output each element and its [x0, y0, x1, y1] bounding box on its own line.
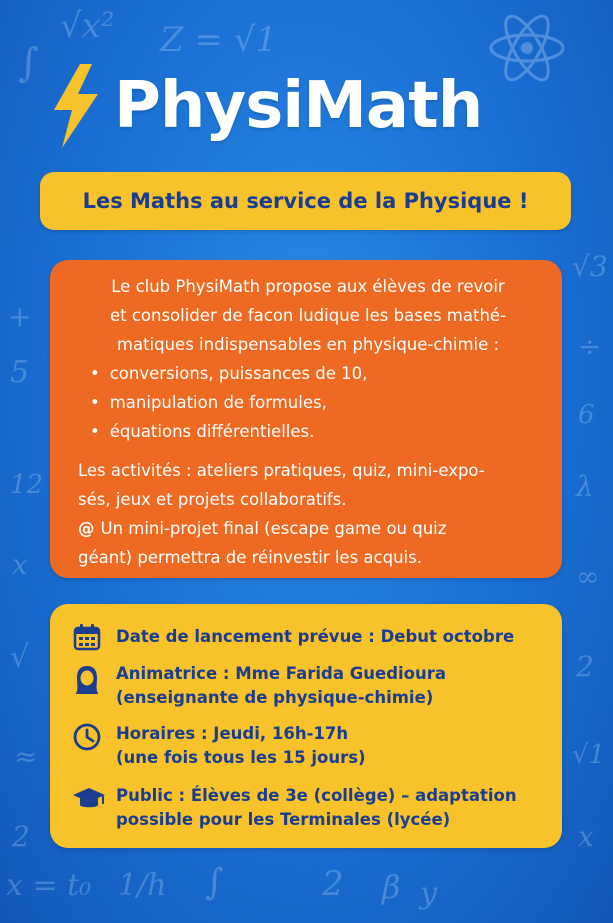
intro-line: matiques indispensables en physique-chimie :	[116, 335, 500, 354]
clock-icon	[72, 722, 102, 752]
bg-glyph: 2	[576, 650, 594, 683]
audience-extra: possible pour les Terminales (lycée)	[116, 810, 451, 829]
project-paragraph	[78, 514, 538, 572]
bg-glyph: β	[382, 868, 401, 906]
intro-line: Le club PhysiMath propose aux élèves de revoir	[111, 277, 505, 296]
header	[50, 58, 570, 154]
bg-glyph: ÷	[578, 330, 602, 363]
bg-glyph: √x²	[60, 6, 115, 46]
bg-glyph: ∞	[576, 560, 600, 593]
bg-glyph: 1/h	[118, 868, 167, 903]
topics-list	[78, 359, 538, 446]
host-role: (enseignante de physique-chimie)	[116, 688, 434, 707]
schedule-frequency: (une fois tous les 15 jours)	[116, 748, 366, 767]
launch-row	[72, 622, 552, 652]
list-item: • conversions, puissances de 10,	[90, 359, 538, 388]
lightning-bolt-icon	[50, 64, 102, 148]
activities-paragraph	[78, 456, 538, 514]
calendar-icon	[72, 622, 102, 652]
bg-glyph: √3	[572, 250, 608, 283]
info-box	[50, 604, 562, 848]
audience-main: Public : Élèves de 3e (collège) – adaptation	[116, 786, 517, 805]
bg-glyph: ≈	[14, 740, 38, 773]
bg-glyph: x	[578, 820, 594, 853]
bg-glyph: 2	[12, 820, 30, 853]
bg-glyph: +	[8, 300, 32, 333]
bg-glyph: λ	[576, 470, 594, 503]
bg-glyph: x	[12, 548, 28, 581]
bg-glyph: Z = √1	[160, 20, 278, 60]
graduation-cap-icon	[72, 784, 106, 814]
bg-glyph: ∫	[18, 40, 39, 86]
project-line: géant) permettra de réinvestir les acquis.	[78, 548, 422, 567]
bg-glyph: √1	[572, 740, 606, 770]
bg-glyph: ∫	[205, 862, 224, 903]
schedule-row	[72, 722, 552, 770]
audience-row	[72, 784, 552, 832]
bg-glyph: y	[420, 876, 437, 911]
list-item: • équations différentielles.	[90, 417, 538, 446]
host-row	[72, 662, 552, 710]
host-name: Animatrice : Mme Farida Guedioura	[116, 664, 447, 683]
bg-glyph: 12	[10, 470, 44, 500]
intro-paragraph	[78, 272, 538, 359]
activities-line: sés, jeux et projets collaboratifs.	[78, 490, 347, 509]
tagline-banner	[40, 172, 571, 230]
launch-date: Date de lancement prévue : Debut octobre	[116, 627, 515, 646]
teacher-icon	[72, 662, 102, 696]
bg-glyph: 5	[10, 355, 30, 390]
bg-glyph: √	[10, 640, 30, 675]
schedule-time: Horaires : Jeudi, 16h-17h	[116, 724, 349, 743]
intro-line: et consolider de facon ludique les bases mathé-	[109, 306, 507, 325]
description-box	[50, 260, 562, 578]
project-line: Un mini-projet final (escape game ou quiz	[100, 519, 447, 538]
page-title: PhysiMath	[114, 69, 483, 143]
bg-glyph: x = t₀	[6, 868, 92, 903]
bg-glyph: 6	[578, 400, 595, 430]
at-sign-icon: @	[78, 519, 95, 538]
tagline-text: Les Maths au service de la Physique !	[82, 189, 529, 213]
list-item: • manipulation de formules,	[90, 388, 538, 417]
bg-glyph: 2	[322, 864, 344, 904]
activities-line: Les activités : ateliers pratiques, quiz, mini-expo-	[78, 461, 485, 480]
